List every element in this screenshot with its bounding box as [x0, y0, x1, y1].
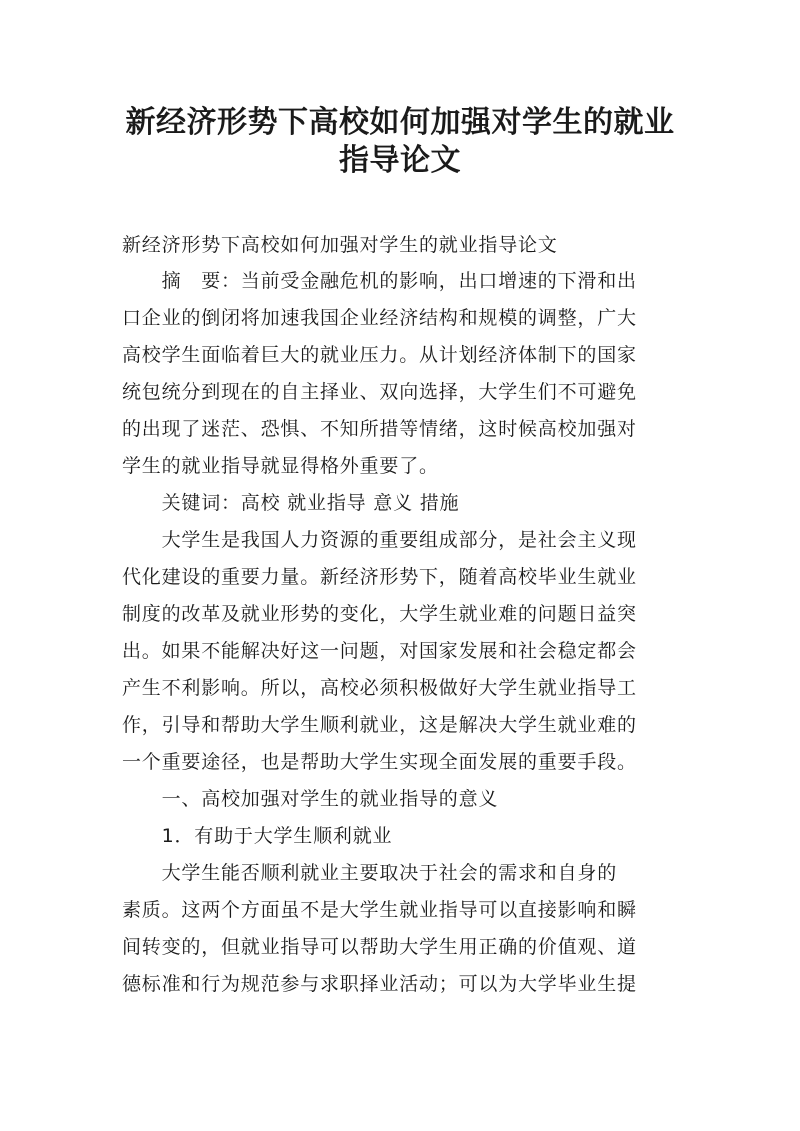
paragraph-line: 德标准和行为规范参与求职择业活动；可以为大学毕业生提 [122, 973, 637, 995]
subtitle-line: 新经济形势下高校如何加强对学生的就业指导论文 [122, 234, 558, 256]
paragraph-line: 出。如果不能解决好这一问题，对国家发展和社会稳定都会 [122, 640, 637, 662]
paragraph-line: 一个重要途径，也是帮助大学生实现全面发展的重要手段。 [122, 751, 637, 773]
paragraph-line: 大学生是我国人力资源的重要组成部分，是社会主义现 [122, 529, 637, 551]
paragraph-line: 代化建设的重要力量。新经济形势下，随着高校毕业生就业 [122, 566, 637, 588]
abstract-line: 学生的就业指导就显得格外重要了。 [122, 455, 439, 477]
subsection-heading: 1．有助于大学生顺利就业 [122, 825, 393, 847]
document-title-line-2: 指导论文 [339, 143, 461, 178]
paragraph-line: 间转变的，但就业指导可以帮助大学生用正确的价值观、道 [122, 936, 637, 958]
document-title-line-1: 新经济形势下高校如何加强对学生的就业 [125, 105, 675, 140]
abstract-line: 统包统分到现在的自主择业、双向选择，大学生们不可避免 [122, 381, 637, 403]
keywords-line: 关键词：高校 就业指导 意义 措施 [122, 492, 460, 514]
paragraph-line: 产生不利影响。所以，高校必须积极做好大学生就业指导工 [122, 677, 637, 699]
abstract-line: 的出现了迷茫、恐惧、不知所措等情绪，这时候高校加强对 [122, 418, 637, 440]
abstract-line: 摘 要：当前受金融危机的影响，出口增速的下滑和出 [122, 270, 637, 292]
paragraph-line: 素质。这两个方面虽不是大学生就业指导可以直接影响和瞬 [122, 899, 637, 921]
paragraph-line: 制度的改革及就业形势的变化，大学生就业难的问题日益突 [122, 603, 637, 625]
abstract-line: 高校学生面临着巨大的就业压力。从计划经济体制下的国家 [122, 344, 637, 366]
paragraph-line: 大学生能否顺利就业主要取决于社会的需求和自身的 [122, 862, 618, 884]
abstract-line: 口企业的倒闭将加速我国企业经济结构和规模的调整，广大 [122, 307, 637, 329]
paragraph-line: 作，引导和帮助大学生顺利就业，这是解决大学生就业难的 [122, 714, 637, 736]
section-heading: 一、高校加强对学生的就业指导的意义 [122, 788, 499, 810]
